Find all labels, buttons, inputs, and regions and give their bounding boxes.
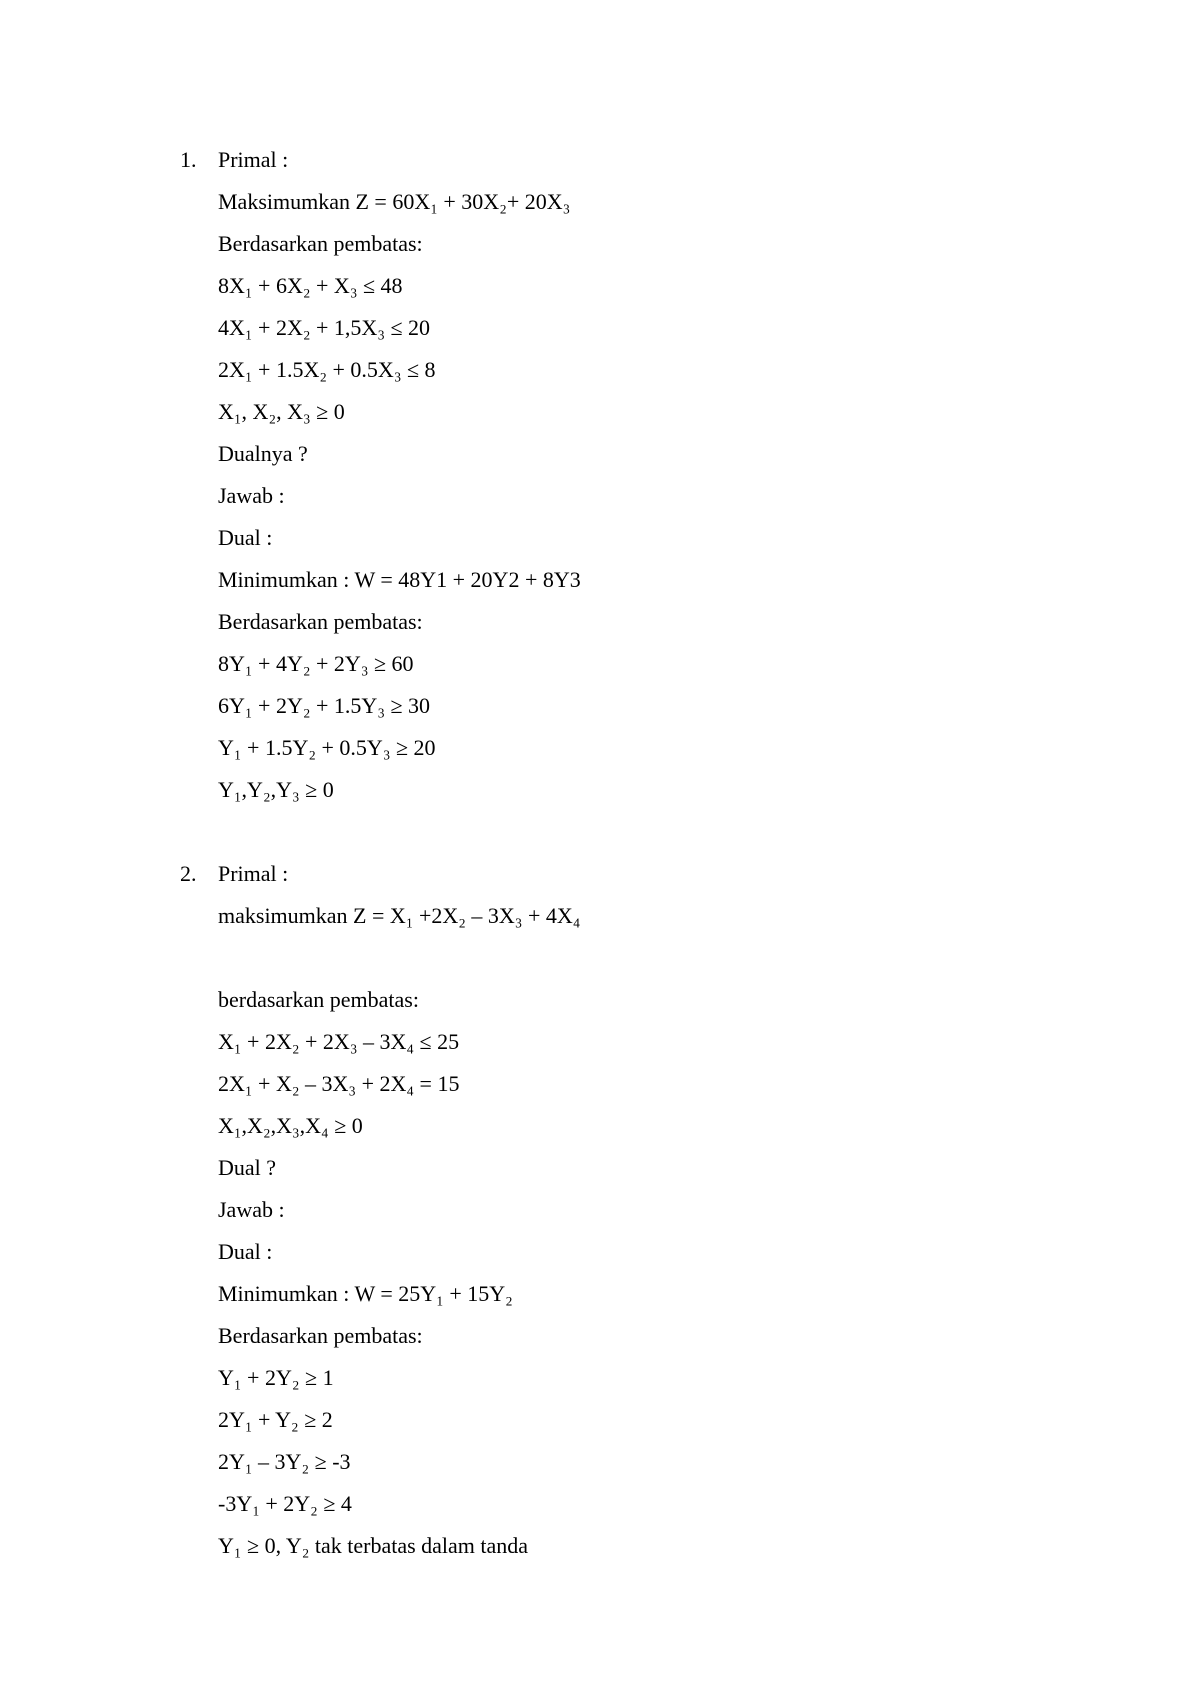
constraints-heading: Berdasarkan pembatas: bbox=[218, 609, 423, 634]
question-line: Dualnya ? bbox=[218, 441, 308, 466]
constraint-line: 8X₁ + 6X₂ + X₃ ≤ 48 bbox=[218, 273, 403, 298]
blank-line bbox=[218, 937, 1118, 979]
constraints-heading: berdasarkan pembatas: bbox=[218, 987, 419, 1012]
constraints-heading: Berdasarkan pembatas: bbox=[218, 231, 423, 256]
constraint-line: X₁ + 2X₂ + 2X₃ – 3X₄ ≤ 25 bbox=[218, 1029, 460, 1054]
objective-function: maksimumkan Z = X₁ +2X₂ – 3X₃ + 4X₄ bbox=[218, 903, 581, 928]
constraints-heading: Berdasarkan pembatas: bbox=[218, 1323, 423, 1348]
problem-lines bbox=[218, 853, 1118, 1567]
dual-constraint-line: 8Y₁ + 4Y₂ + 2Y₃ ≥ 60 bbox=[218, 651, 414, 676]
constraint-line: 2X₁ + 1.5X₂ + 0.5X₃ ≤ 8 bbox=[218, 357, 436, 382]
problem-lines bbox=[218, 139, 1118, 811]
dual-constraint-line: Y₁ + 1.5Y₂ + 0.5Y₃ ≥ 20 bbox=[218, 735, 436, 760]
constraint-line: 2X₁ + X₂ – 3X₃ + 2X₄ = 15 bbox=[218, 1071, 460, 1096]
dual-constraint-line: Y₁ + 2Y₂ ≥ 1 bbox=[218, 1365, 334, 1390]
dual-constraint-line: 2Y₁ + Y₂ ≥ 2 bbox=[218, 1407, 333, 1432]
primal-heading: Primal : bbox=[218, 861, 289, 886]
dual-sign-condition-line: Y₁ ≥ 0, Y₂ tak terbatas dalam tanda bbox=[218, 1533, 529, 1558]
dual-objective: Minimumkan : W = 25Y₁ + 15Y₂ bbox=[218, 1281, 513, 1306]
dual-objective: Minimumkan : W = 48Y1 + 20Y2 + 8Y3 bbox=[218, 567, 581, 592]
nonnegativity-line: X₁,X₂,X₃,X₄ ≥ 0 bbox=[218, 1113, 363, 1138]
answer-heading: Jawab : bbox=[218, 483, 285, 508]
primal-heading: Primal : bbox=[218, 147, 289, 172]
constraint-line: 4X₁ + 2X₂ + 1,5X₃ ≤ 20 bbox=[218, 315, 431, 340]
dual-heading: Dual : bbox=[218, 525, 273, 550]
answer-heading: Jawab : bbox=[218, 1197, 285, 1222]
problem-number: 1. bbox=[180, 147, 197, 172]
dual-constraint-line: -3Y₁ + 2Y₂ ≥ 4 bbox=[218, 1491, 352, 1516]
problem-number: 2. bbox=[180, 861, 197, 886]
dual-constraint-line: 2Y₁ – 3Y₂ ≥ -3 bbox=[218, 1449, 351, 1474]
question-line: Dual ? bbox=[218, 1155, 277, 1180]
dual-heading: Dual : bbox=[218, 1239, 273, 1264]
nonnegativity-line: X₁, X₂, X₃ ≥ 0 bbox=[218, 399, 345, 424]
dual-constraint-line: 6Y₁ + 2Y₂ + 1.5Y₃ ≥ 30 bbox=[218, 693, 431, 718]
objective-function: Maksimumkan Z = 60X₁ + 30X₂+ 20X₃ bbox=[218, 189, 571, 214]
dual-nonnegativity-line: Y₁,Y₂,Y₃ ≥ 0 bbox=[218, 777, 334, 802]
